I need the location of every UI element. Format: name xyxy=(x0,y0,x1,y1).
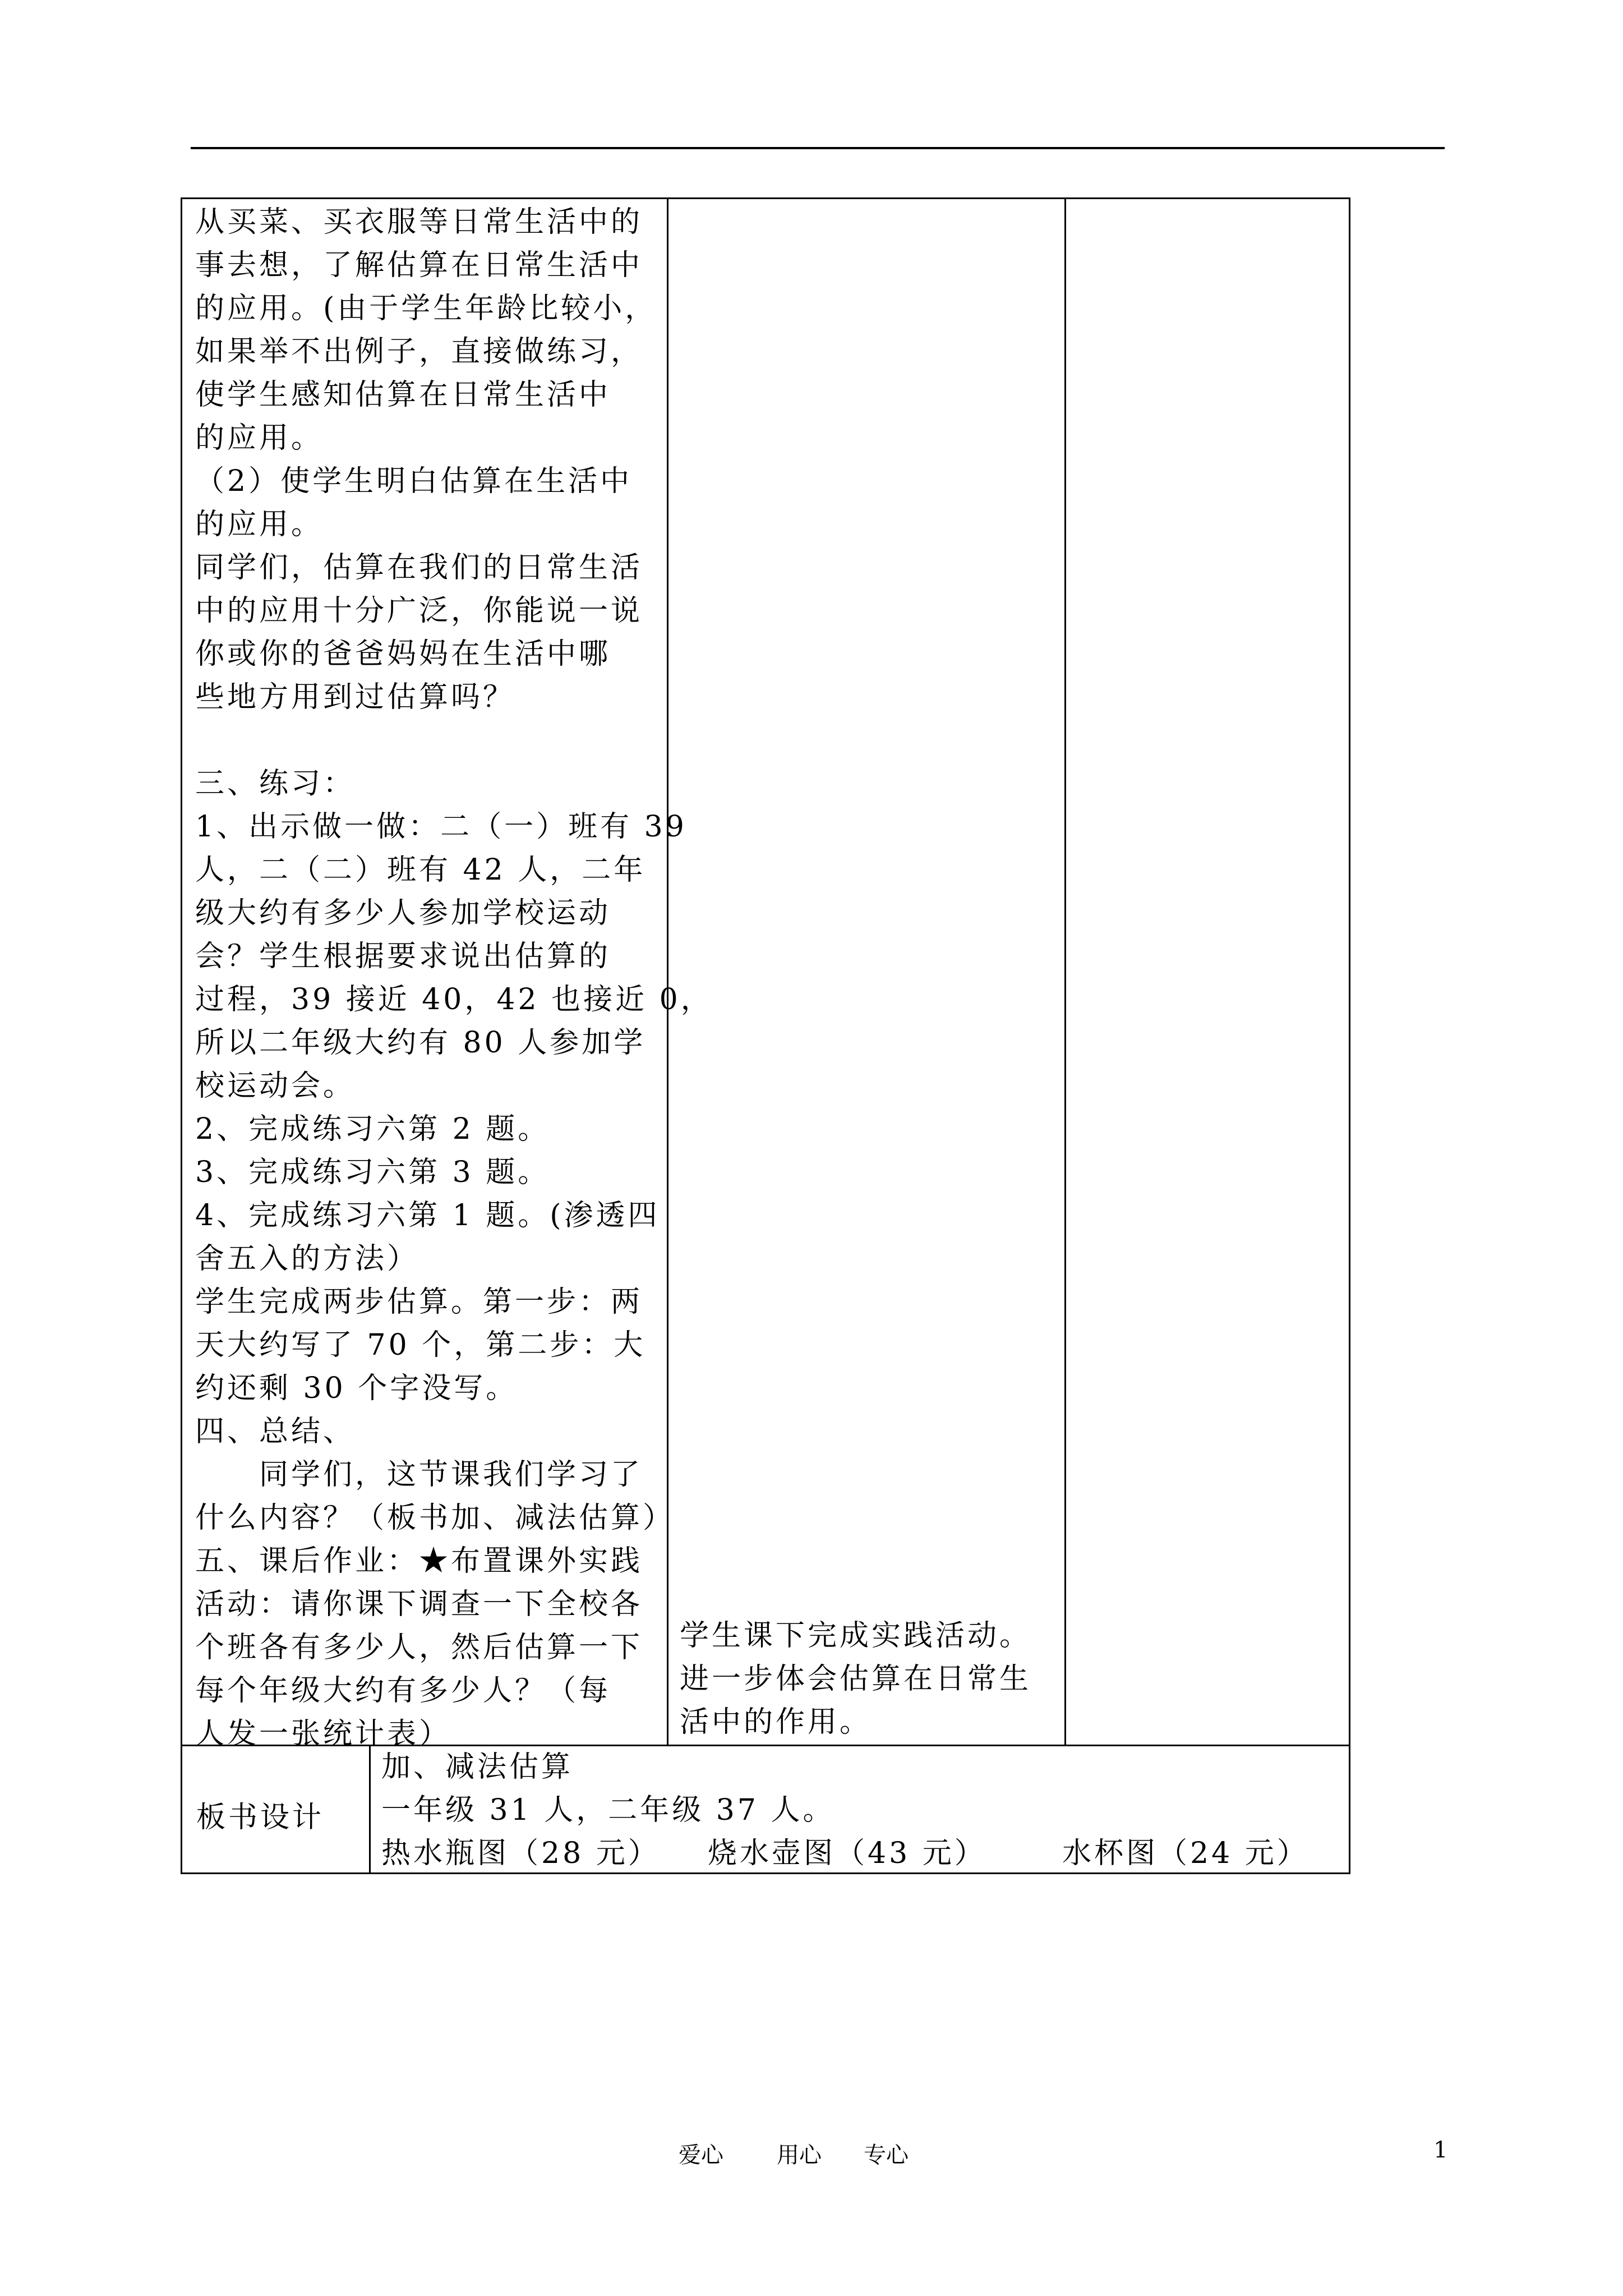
text-line: 级大约有多少人参加学校运动 xyxy=(195,896,611,930)
text-line: 个班各有多少人，然后估算一下 xyxy=(195,1631,643,1664)
text-line: 如果举不出例子，直接做练习， xyxy=(195,335,643,369)
text-line: 四、总结、 xyxy=(195,1415,356,1448)
lesson-plan-table xyxy=(181,197,1350,1872)
text-line: 每个年级大约有多少人？（每 xyxy=(195,1674,611,1708)
page-number: 1 xyxy=(1433,2137,1448,2163)
board-design-item: 烧水壶图（43 元） xyxy=(708,1837,986,1870)
board-design-line2: 一年级 31 人，二年级 37 人。 xyxy=(381,1793,835,1827)
footer-motto: 爱心 xyxy=(679,2142,723,2168)
text-line: 的应用。 xyxy=(195,508,324,541)
board-design-content xyxy=(381,1746,1335,1875)
student-activity-cell xyxy=(680,1614,1061,1744)
text-line: 些地方用到过估算吗？ xyxy=(195,680,515,714)
text-line: 4、完成练习六第 1 题。(渗透四 xyxy=(195,1199,660,1232)
text-line: 人，二（二）班有 42 人，二年 xyxy=(195,853,646,887)
text-line: 约还剩 30 个字没写。 xyxy=(195,1372,518,1405)
text-line: 学生课下完成实践活动。 xyxy=(680,1619,1032,1653)
table-right-border xyxy=(1349,197,1350,1874)
text-line: 人发一张统计表） xyxy=(195,1717,451,1751)
text-line: 进一步体会估算在日常生 xyxy=(680,1662,1032,1696)
text-line: 校运动会。 xyxy=(195,1069,356,1103)
text-line: 活中的作用。 xyxy=(680,1705,872,1739)
text-line: 舍五入的方法） xyxy=(195,1242,419,1276)
text-line: 过程，39 接近 40，42 也接近 0， xyxy=(195,983,713,1016)
text-line xyxy=(195,719,649,762)
text-line: 事去想，了解估算在日常生活中 xyxy=(195,249,643,282)
text-line: 3、完成练习六第 3 题。 xyxy=(195,1156,550,1189)
text-line: 天大约写了 70 个，第二步：大 xyxy=(195,1328,646,1362)
text-line: 所以二年级大约有 80 人参加学 xyxy=(195,1026,646,1060)
text-line: 的应用。 xyxy=(195,421,324,455)
board-design-items xyxy=(381,1832,1335,1875)
footer-motto: 用心 xyxy=(777,2142,822,2168)
text-line: 活动：请你课下调查一下全校各 xyxy=(195,1588,643,1621)
text-line: 的应用。(由于学生年龄比较小， xyxy=(195,292,657,325)
board-design-label: 板书设计 xyxy=(196,1801,325,1834)
board-design-title: 加、减法估算 xyxy=(381,1750,574,1784)
page-footer xyxy=(0,2137,1623,2182)
column-divider-2 xyxy=(1064,197,1066,1745)
text-line: 中的应用十分广泛，你能说一说 xyxy=(195,594,643,628)
header-rule xyxy=(191,147,1445,149)
table-top-border xyxy=(181,197,1350,199)
text-line: 使学生感知估算在日常生活中 xyxy=(195,378,611,412)
text-line: 1、出示做一做：二（一）班有 39 xyxy=(195,810,687,844)
text-line: 2、完成练习六第 2 题。 xyxy=(195,1112,550,1146)
text-line: 三、练习： xyxy=(195,767,356,800)
board-design-item: 水杯图（24 元） xyxy=(1062,1837,1309,1870)
text-line: 五、课后作业：★布置课外实践 xyxy=(195,1544,643,1578)
text-line: 什么内容？（板书加、减法估算） xyxy=(195,1501,675,1535)
text-line: 从买菜、买衣服等日常生活中的 xyxy=(195,205,643,239)
text-line: 学生完成两步估算。第一步：两 xyxy=(195,1285,643,1319)
text-line: （2）使学生明白估算在生活中 xyxy=(195,464,633,498)
text-line: 同学们，这节课我们学习了 xyxy=(195,1458,643,1492)
teaching-process-cell xyxy=(195,201,713,1756)
text-line: 你或你的爸爸妈妈在生活中哪 xyxy=(195,637,611,671)
text-line: 会？学生根据要求说出估算的 xyxy=(195,940,611,973)
text-line: 同学们，估算在我们的日常生活 xyxy=(195,551,643,585)
board-design-label-divider xyxy=(369,1745,371,1872)
board-design-item: 热水瓶图（28 元） xyxy=(381,1837,660,1870)
table-left-border xyxy=(181,197,182,1874)
footer-motto: 专心 xyxy=(864,2142,909,2168)
